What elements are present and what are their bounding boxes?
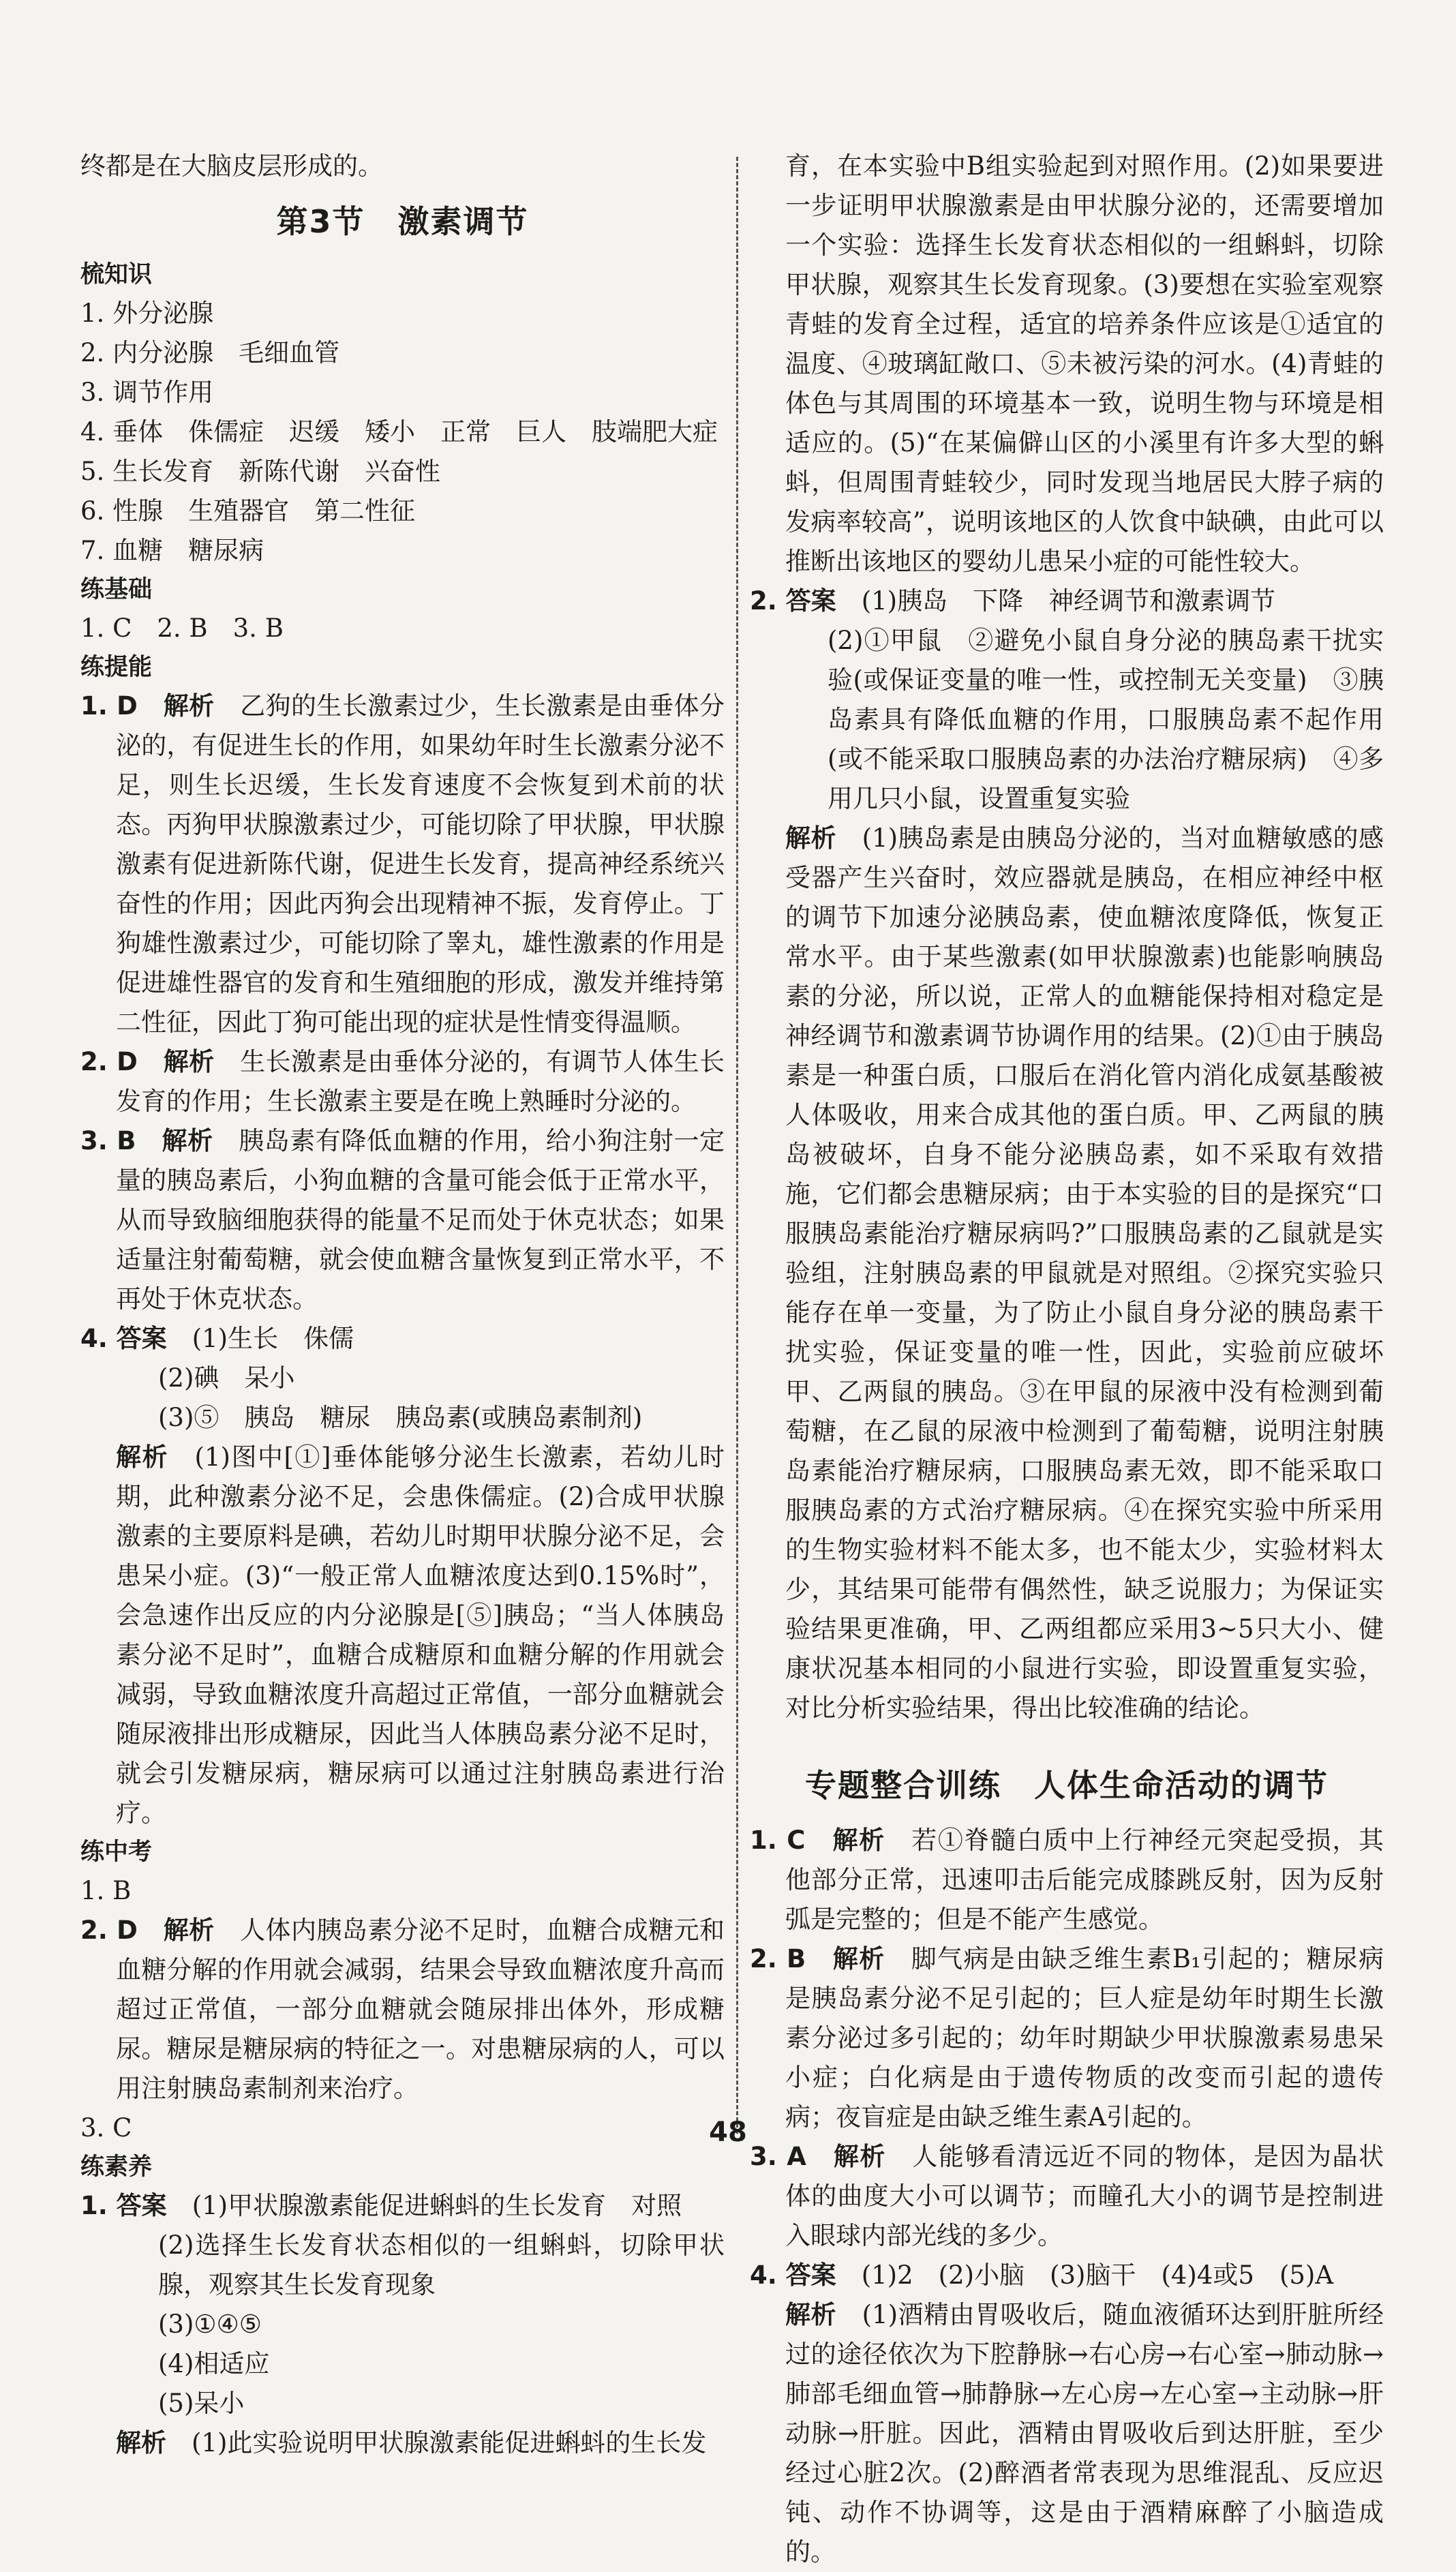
heading-liantineng: 练提能 (80, 654, 153, 681)
list-item: 6. 性腺 生殖器官 第二性征 (80, 496, 416, 526)
question-label: 1. 答案 (80, 2191, 167, 2220)
section-title: 第3节 激素调节 (276, 203, 529, 240)
question-label: 4. 答案 (750, 2260, 836, 2290)
analysis-label: 解析 (785, 2300, 837, 2329)
question-label: 2. B 解析 (750, 1944, 885, 1973)
question-text: 乙狗的生长激素过少，生长激素是由垂体分泌的，有促进生长的作用，如果幼年时生长激素分泌不足，则生长迟缓，生长发育速度不会恢复到术前的状态。丙狗甲状腺激素过少，可能切除了甲状腺，甲状腺激素有促进新陈代谢，促进生长发育，提高神经系统兴奋性的作用；因此丙狗会出现精神不振，发育停止。丁狗雄性激素过少，可能切除了睾丸，雄性激素的作用是促进雄性器官的发育和生殖细胞的形成，激发并维持第二性征，因此丁狗可能出现的症状是性情变得温顺。 (116, 691, 725, 1037)
analysis-text: (1)图中[①]垂体能够分泌生长激素，若幼儿时期，此种激素分泌不足，会患侏儒症。(2)合成甲状腺激素的主要原料是碘，若幼儿时期甲状腺分泌不足，会患呆小症。(3)“一般正常人血糖浓度达到0.15%时”，会急速作出反应的内分泌腺是[⑤]胰岛；“当人体胰岛素分泌不足时”，血糖合成糖原和血糖分解的作用就会减弱，导致血糖浓度升高超过正常值，一部分血糖就会随尿液排出形成糖尿，因此当人体胰岛素分泌不足时，就会引发糖尿病，糖尿病可以通过注射胰岛素进行治疗。 (116, 1442, 725, 1828)
question-item (80, 1319, 725, 1359)
list-item: 5. 生长发育 新陈代谢 兴奋性 (80, 457, 441, 486)
question-item: 1. B (80, 1876, 132, 1905)
left-column (80, 147, 725, 2463)
list-item: 2. 内分泌腺 毛细血管 (80, 338, 340, 367)
list-item: 1. 外分泌腺 (80, 299, 214, 328)
analysis-continued: 育，在本实验中B组实验起到对照作用。(2)如果要进一步证明甲状腺激素是由甲状腺分泌的，还需要增加一个实验：选择生长发育状态相似的一组蝌蚪，切除甲状腺，观察其生长发育现象。(3)要想在实验室观察青蛙的发育全过程，适宜的培养条件应该是①适宜的温度、④玻璃缸敞口、⑤未被污染的河水。(4)青蛙的体色与其周围的环境基本一致，说明生物与环境是相适应的。(5)“在某偏僻山区的小溪里有许多大型的蝌蚪，但周围青蛙较少，同时发现当地居民大脖子病的发病率较高”，说明该地区的人饮食中缺碘，由此可以推断出该地区的婴幼儿患呆小症的可能性较大。 (785, 151, 1384, 576)
question-label: 2. D 解析 (80, 1047, 215, 1076)
section-title: 专题整合训练 人体生命活动的调节 (805, 1767, 1329, 1804)
answer-line: (2)选择生长发育状态相似的一组蝌蚪，切除甲状腺，观察其生长发育现象 (158, 2230, 725, 2299)
list-item: 7. 血糖 糖尿病 (80, 536, 264, 565)
question-text: 人体内胰岛素分泌不足时，血糖合成糖元和血糖分解的作用就会减弱，结果会导致血糖浓度升高而超过正常值，一部分血糖就会随尿排出体外，形成糖尿。糖尿是糖尿病的特征之一。对患糖尿病的人，可以用注射胰岛素制剂来治疗。 (116, 1916, 725, 2103)
question-label: 2. D 解析 (80, 1916, 215, 1945)
right-column (750, 147, 1384, 2572)
question-text: 人能够看清远近不同的物体，是因为晶状体的曲度大小可以调节；而瞳孔大小的调节是控制进入眼球内部光线的多少。 (785, 2142, 1384, 2250)
heading-liansuyang: 练素养 (80, 2153, 153, 2181)
question-label: 1. D 解析 (80, 691, 215, 721)
question-label: 2. 答案 (750, 586, 836, 616)
heading-lianzhongkao: 练中考 (80, 1839, 153, 1866)
answers-line: 1. C 2. B 3. B (80, 614, 284, 643)
analysis-label: 解析 (116, 2428, 166, 2457)
analysis-text: (1)酒精由胃吸收后，随血液循环达到肝脏所经过的途径依次为下腔静脉→右心房→右心室→肺动脉→肺部毛细血管→肺静脉→左心房→左心室→主动脉→肝动脉→肝脏。因此，酒精由胃吸收后到达肝脏，至少经过心脏2次。(2)醉酒者常表现为思维混乱、反应迟钝、动作不协调等，这是由于酒精麻醉了小脑造成的。 (785, 2300, 1384, 2567)
answer-line: (3)⑤ 胰岛 糖尿 胰岛素(或胰岛素制剂) (158, 1403, 643, 1432)
answer-text: (1)甲状腺激素能促进蝌蚪的生长发育 对照 (192, 2191, 682, 2220)
page-number: 48 (709, 2117, 747, 2148)
question-item: 3. C (80, 2113, 132, 2143)
answer-line: (3)①④⑤ (158, 2310, 262, 2339)
analysis (80, 2423, 725, 2463)
answer-line: (2)①甲鼠 ②避免小鼠自身分泌的胰岛素干扰实验(或保证变量的唯一性，或控制无关变量) ③胰岛素具有降低血糖的作用，口服胰岛素不起作用(或不能采取口服胰岛素的办法治疗糖尿病) ④多用几只小鼠，设置重复实验 (828, 626, 1384, 813)
column-divider (736, 157, 738, 2134)
analysis (750, 2295, 1384, 2572)
question-item (750, 1939, 1384, 2137)
question-text: 脚气病是由缺乏维生素B₁引起的；糖尿病是胰岛素分泌不足引起的；巨人症是幼年时期生长激素分泌过多引起的；幼年时期缺少甲状腺激素易患呆小症；白化病是由于遗传物质的改变而引起的遗传病；夜盲症是由缺乏维生素A引起的。 (785, 1944, 1384, 2132)
question-item (750, 2137, 1384, 2256)
analysis-text: (1)此实验说明甲状腺激素能促进蝌蚪的生长发 (192, 2428, 707, 2457)
answer-line: (2)碘 呆小 (158, 1363, 295, 1393)
answer-text: (1)2 (2)小脑 (3)脑干 (4)4或5 (5)A (861, 2260, 1334, 2290)
list-item: 3. 调节作用 (80, 378, 214, 407)
question-item (80, 1911, 725, 2108)
question-label: 3. B 解析 (80, 1126, 213, 1155)
analysis (80, 1438, 725, 1833)
question-text: 若①脊髓白质中上行神经元突起受损，其他部分正常，迅速叩击后能完成膝跳反射，因为反射弧是完整的；但是不能产生感觉。 (785, 1826, 1384, 1934)
analysis-label: 解析 (116, 1442, 169, 1472)
question-label: 3. A 解析 (750, 2142, 886, 2171)
question-label: 4. 答案 (80, 1324, 167, 1353)
question-item (750, 581, 1384, 621)
question-item (80, 1121, 725, 1319)
question-item (80, 1042, 725, 1121)
question-item (750, 2256, 1384, 2295)
question-item (750, 1821, 1384, 1939)
question-item (80, 686, 725, 1042)
list-item: 4. 垂体 侏儒症 迟缓 矮小 正常 巨人 肢端肥大症 (80, 417, 718, 447)
analysis-text: (1)胰岛素是由胰岛分泌的，当对血糖敏感的感受器产生兴奋时，效应器就是胰岛，在相应神经中枢的调节下加速分泌胰岛素，使血糖浓度降低，恢复正常水平。由于某些激素(如甲状腺激素)也能影响胰岛素的分泌，所以说，正常人的血糖能保持相对稳定是神经调节和激素调节协调作用的结果。(2)①由于胰岛素是一种蛋白质，口服后在消化管内消化成氨基酸被人体吸收，用来合成其他的蛋白质。甲、乙两鼠的胰岛被破坏，自身不能分泌胰岛素，如不采取有效措施，它们都会患糖尿病；由于本实验的目的是探究“口服胰岛素能治疗糖尿病吗?”口服胰岛素的乙鼠就是实验组，注射胰岛素的甲鼠就是对照组。②探究实验只能存在单一变量，为了防止小鼠自身分泌的胰岛素干扰实验，保证变量的唯一性，因此，实验前应破坏甲、乙两鼠的胰岛。③在甲鼠的尿液中没有检测到葡萄糖，在乙鼠的尿液中检测到了葡萄糖，说明注射胰岛素能治疗糖尿病，口服胰岛素无效，即不能采取口服胰岛素的方式治疗糖尿病。④在探究实验中所采用的生物实验材料不能太多，也不能太少，实验材料太少，其结果可能带有偶然性，缺乏说服力；为保证实验结果更准确，甲、乙两组都应采用3~5只大小、健康状况基本相同的小鼠进行实验，即设置重复实验，对比分析实验结果，得出比较准确的结论。 (785, 823, 1384, 1723)
question-label: 1. C 解析 (750, 1826, 885, 1855)
heading-lianjichu: 练基础 (80, 576, 153, 603)
question-item (80, 2186, 725, 2226)
intro-line: 终都是在大脑皮层形成的。 (80, 151, 383, 181)
answer-text: (1)胰岛 下降 神经调节和激素调节 (861, 586, 1276, 616)
analysis-label: 解析 (785, 823, 837, 853)
answer-line: (4)相适应 (158, 2349, 270, 2378)
question-text: 生长激素是由垂体分泌的，有调节人体生长发育的作用；生长激素主要是在晚上熟睡时分泌的。 (116, 1047, 725, 1116)
answer-text: (1)生长 侏儒 (192, 1324, 354, 1353)
analysis (750, 819, 1384, 1728)
question-text: 胰岛素有降低血糖的作用，给小狗注射一定量的胰岛素后，小狗血糖的含量可能会低于正常水平，从而导致脑细胞获得的能量不足而处于休克状态；如果适量注射葡萄糖，就会使血糖含量恢复到正常水平，不再处于休克状态。 (116, 1126, 725, 1314)
answer-line: (5)呆小 (158, 2389, 245, 2418)
heading-shuzhishi: 梳知识 (80, 261, 153, 288)
